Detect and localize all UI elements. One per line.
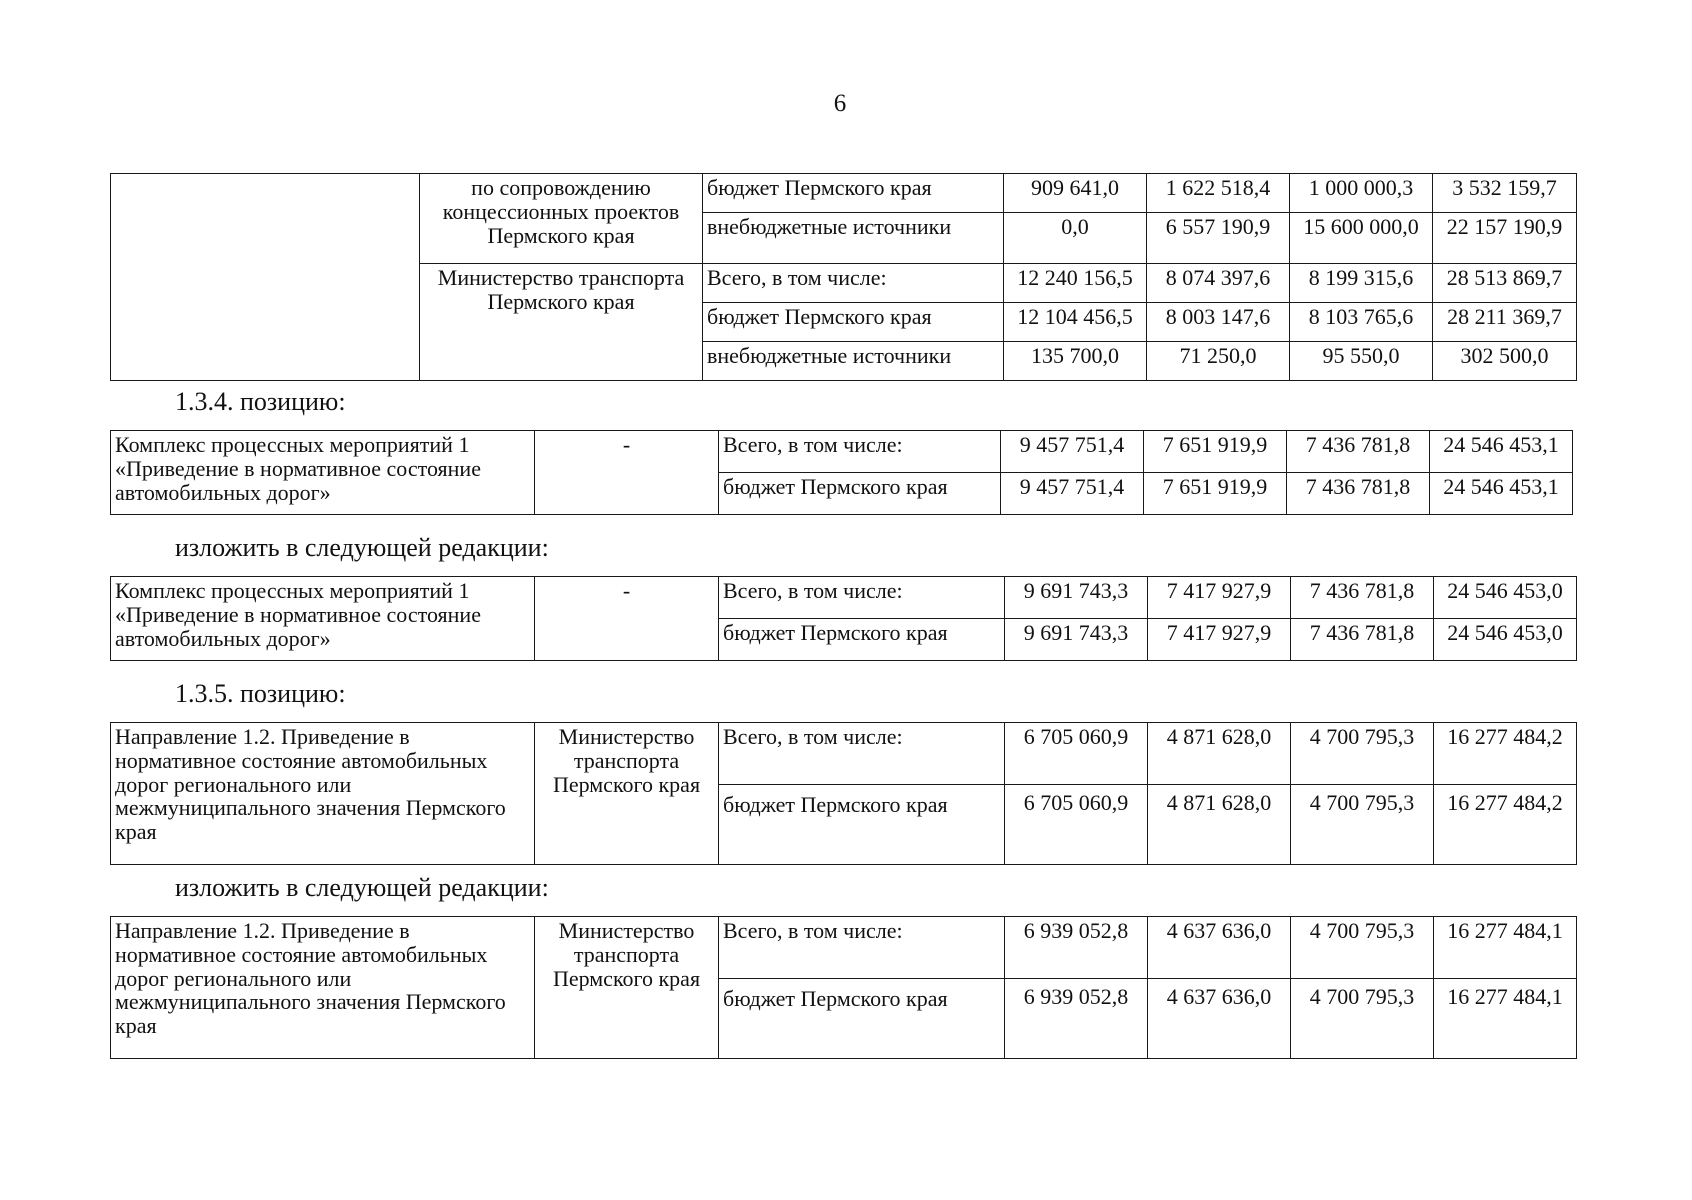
position-135-table xyxy=(110,722,1577,865)
value-cell: 9 457 751,4 xyxy=(1001,431,1144,473)
name-cell: Комплекс процессных мероприятий 1 «Приведение в нормативное состояние автомобильных дорог» xyxy=(111,577,535,661)
section-heading-135: 1.3.5. позицию: xyxy=(175,679,346,708)
value-cell: 7 651 919,9 xyxy=(1144,431,1287,473)
total-cell: 24 546 453,0 xyxy=(1434,577,1577,619)
value-cell: 15 600 000,0 xyxy=(1290,213,1433,264)
value-cell: 7 417 927,9 xyxy=(1148,619,1291,661)
value-cell: 4 637 636,0 xyxy=(1148,917,1291,979)
total-cell: 16 277 484,1 xyxy=(1434,979,1577,1059)
value-cell: 4 700 795,3 xyxy=(1291,723,1434,785)
value-cell: 9 691 743,3 xyxy=(1005,619,1148,661)
total-cell: 28 211 369,7 xyxy=(1433,303,1577,342)
value-cell: 1 000 000,3 xyxy=(1290,174,1433,213)
name-cell: Направление 1.2. Приведение в нормативное состояние автомобильных дорог регионального или межмуниципального значения Пермского края xyxy=(111,917,535,1059)
value-cell: 4 871 628,0 xyxy=(1148,723,1291,785)
source-cell: бюджет Пермского края xyxy=(719,785,1005,865)
name-cell: Направление 1.2. Приведение в нормативное состояние автомобильных дорог регионального или межмуниципального значения Пермского края xyxy=(111,723,535,865)
source-cell: Всего, в том числе: xyxy=(719,577,1005,619)
table-row xyxy=(111,431,1573,473)
value-cell: 4 637 636,0 xyxy=(1148,979,1291,1059)
total-cell: 28 513 869,7 xyxy=(1433,264,1577,303)
value-cell: 6 557 190,9 xyxy=(1147,213,1290,264)
value-cell: 8 074 397,6 xyxy=(1147,264,1290,303)
value-cell: 8 003 147,6 xyxy=(1147,303,1290,342)
total-cell: 24 546 453,0 xyxy=(1434,619,1577,661)
source-cell: внебюджетные источники xyxy=(703,213,1004,264)
total-cell: 16 277 484,1 xyxy=(1434,917,1577,979)
name-cell: Комплекс процессных мероприятий 1 «Приведение в нормативное состояние автомобильных дорог» xyxy=(111,431,535,515)
page-number: 6 xyxy=(833,90,847,117)
total-cell: 24 546 453,1 xyxy=(1430,473,1573,515)
source-cell: бюджет Пермского края xyxy=(703,174,1004,213)
position-135-new-table xyxy=(110,916,1577,1059)
total-cell: 3 532 159,7 xyxy=(1433,174,1577,213)
table-row xyxy=(111,723,1577,785)
value-cell: 4 700 795,3 xyxy=(1291,917,1434,979)
source-cell: бюджет Пермского края xyxy=(719,979,1005,1059)
value-cell: 135 700,0 xyxy=(1004,342,1147,381)
source-cell: внебюджетные источники xyxy=(703,342,1004,381)
value-cell: 95 550,0 xyxy=(1290,342,1433,381)
value-cell: 8 199 315,6 xyxy=(1290,264,1433,303)
value-cell: 4 700 795,3 xyxy=(1291,785,1434,865)
source-cell: Всего, в том числе: xyxy=(719,723,1005,785)
section-heading-134: 1.3.4. позицию: xyxy=(175,387,346,416)
responsible-cell: - xyxy=(535,577,719,661)
value-cell: 0,0 xyxy=(1004,213,1147,264)
position-134-table xyxy=(110,430,1573,515)
responsible-cell: - xyxy=(535,431,719,515)
source-cell: Всего, в том числе: xyxy=(719,917,1005,979)
value-cell: 6 939 052,8 xyxy=(1005,917,1148,979)
source-cell: Всего, в том числе: xyxy=(703,264,1004,303)
responsible-cell: Министерство транспорта Пермского края xyxy=(535,917,719,1059)
total-cell: 302 500,0 xyxy=(1433,342,1577,381)
table-row xyxy=(111,577,1577,619)
value-cell: 8 103 765,6 xyxy=(1290,303,1433,342)
total-cell: 22 157 190,9 xyxy=(1433,213,1577,264)
source-cell: Всего, в том числе: xyxy=(719,431,1001,473)
value-cell: 9 691 743,3 xyxy=(1005,577,1148,619)
value-cell: 7 436 781,8 xyxy=(1287,473,1430,515)
value-cell: 6 705 060,9 xyxy=(1005,723,1148,785)
total-cell: 16 277 484,2 xyxy=(1434,723,1577,785)
responsible-cell: по сопровождению концессионных проектов Пермского края xyxy=(420,174,703,264)
value-cell: 9 457 751,4 xyxy=(1001,473,1144,515)
responsible-cell: Министерство транспорта Пермского края xyxy=(535,723,719,865)
value-cell: 7 436 781,8 xyxy=(1291,577,1434,619)
continuation-table xyxy=(110,173,1577,381)
value-cell: 12 240 156,5 xyxy=(1004,264,1147,303)
position-134-new-table xyxy=(110,576,1577,661)
total-cell: 16 277 484,2 xyxy=(1434,785,1577,865)
table-row xyxy=(111,174,1577,213)
value-cell: 1 622 518,4 xyxy=(1147,174,1290,213)
value-cell: 12 104 456,5 xyxy=(1004,303,1147,342)
total-cell: 24 546 453,1 xyxy=(1430,431,1573,473)
value-cell: 7 417 927,9 xyxy=(1148,577,1291,619)
table-row xyxy=(111,917,1577,979)
edit-heading-1: изложить в следующей редакции: xyxy=(175,533,549,562)
value-cell: 4 700 795,3 xyxy=(1291,979,1434,1059)
value-cell: 909 641,0 xyxy=(1004,174,1147,213)
source-cell: бюджет Пермского края xyxy=(703,303,1004,342)
value-cell: 4 871 628,0 xyxy=(1148,785,1291,865)
source-cell: бюджет Пермского края xyxy=(719,619,1005,661)
value-cell: 6 939 052,8 xyxy=(1005,979,1148,1059)
value-cell: 6 705 060,9 xyxy=(1005,785,1148,865)
value-cell: 7 436 781,8 xyxy=(1287,431,1430,473)
value-cell: 7 651 919,9 xyxy=(1144,473,1287,515)
value-cell: 71 250,0 xyxy=(1147,342,1290,381)
value-cell: 7 436 781,8 xyxy=(1291,619,1434,661)
responsible-cell: Министерство транспорта Пермского края xyxy=(420,264,703,381)
edit-heading-2: изложить в следующей редакции: xyxy=(175,873,549,902)
source-cell: бюджет Пермского края xyxy=(719,473,1001,515)
empty-name-cell xyxy=(111,174,420,381)
